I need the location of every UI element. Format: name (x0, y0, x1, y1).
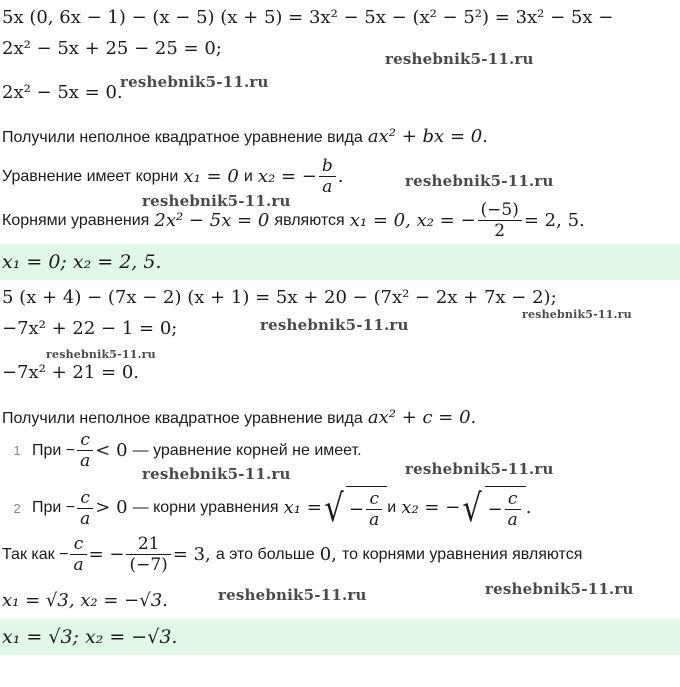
frac-numerator: b (321, 156, 333, 176)
item2-x1: x₁ = (283, 497, 322, 518)
roots-of-prefix: Корнями уравнения (2, 211, 150, 229)
radical-sign: √ (462, 486, 483, 530)
item1-relation: < 0 (95, 439, 128, 461)
frac-denominator: 2 (478, 220, 522, 241)
frac-denominator: a (77, 508, 93, 529)
zero-value: 0, (319, 543, 337, 565)
eq1-line3: 2x² − 5x = 0. (2, 82, 123, 103)
frac-denominator: a (319, 176, 336, 197)
fraction-b-over-a (319, 156, 336, 197)
fraction-c-over-a (366, 489, 382, 530)
watermark: reshebnik5-11.ru (485, 580, 634, 598)
period: . (525, 497, 532, 518)
roots-of-eq-line (2, 200, 585, 241)
watermark: reshebnik5-11.ru (120, 73, 269, 91)
since-result: = 3, (172, 543, 211, 565)
fraction-c-over-a (77, 430, 93, 471)
list-number: 1 (13, 443, 21, 458)
roots-prefix: Уравнение имеет корни (2, 167, 179, 185)
answer-2: x₁ = √3; x₂ = −√3. (2, 626, 178, 648)
sqrt-minus-c-over-a (460, 486, 525, 530)
frac-denominator: (−7) (126, 554, 170, 575)
watermark: reshebnik5-11.ru (260, 316, 409, 334)
radicand (485, 486, 526, 530)
frac-numerator: c (369, 489, 379, 509)
frac-numerator: 21 (137, 534, 160, 554)
eq1-line1: 5x (0, 6x − 1) − (x − 5) (x + 5) = 3x² − 5x − (x² − 5²) = 3x² − 5x − (2, 7, 614, 28)
roots-line (2, 156, 344, 197)
item2-x2: x₂ = − (401, 497, 461, 518)
frac-numerator: c (80, 430, 90, 450)
watermark: reshebnik5-11.ru (405, 172, 554, 190)
and-word: и (387, 499, 397, 516)
radical-sign: √ (324, 486, 344, 530)
root-x1: x₁ = 0 (183, 165, 239, 187)
fraction-c-over-a (505, 489, 521, 530)
item2-prefix: При − (32, 499, 76, 516)
item1-text: — уравнение корней не имеет. (132, 441, 362, 459)
since-end: то корнями уравнения являются (342, 545, 583, 563)
and-word: и (243, 167, 253, 185)
eq2-line1: 5 (x + 4) − (7x − 2) (x + 1) = 5x + 20 − (7x² − 2x + 7x − 2); (2, 287, 557, 308)
watermark: reshebnik5-11.ru (46, 348, 156, 361)
watermark: reshebnik5-11.ru (385, 50, 534, 68)
minus-sign: − (487, 498, 503, 520)
since-line (2, 534, 582, 575)
frac-numerator: c (73, 534, 84, 554)
frac-denominator: a (366, 509, 382, 530)
radicand (346, 486, 387, 530)
answer-1: x₁ = 0; x₂ = 2, 5. (2, 251, 162, 273)
roots-of-equation: 2x² − 5x = 0 (154, 209, 270, 231)
since-prefix: Так как − (2, 545, 69, 563)
roots-of-end: = 2, 5. (523, 209, 585, 231)
watermark: reshebnik5-11.ru (405, 460, 554, 478)
fraction-c-over-a (77, 488, 93, 529)
item1-prefix: При − (32, 441, 76, 459)
fraction-21-over-minus7 (126, 534, 170, 575)
incomplete-eq-prefix: Получили неполное квадратное уравнение вида (2, 129, 363, 146)
sqrt-minus-c-over-a (322, 486, 387, 530)
roots-line-2: x₁ = √3, x₂ = −√3. (2, 590, 168, 611)
roots-of-values: x₁ = 0, x₂ = − (349, 209, 476, 231)
frac-numerator: (−5) (480, 200, 519, 220)
incomplete-eq-formula: ax² + c = 0. (367, 407, 477, 428)
period: . (337, 165, 344, 187)
eq1-line2: 2x² − 5x + 25 − 25 = 0; (2, 38, 222, 59)
watermark: reshebnik5-11.ru (142, 465, 291, 483)
watermark: reshebnik5-11.ru (522, 308, 632, 321)
incomplete-eq-line-1 (2, 126, 488, 148)
watermark: reshebnik5-11.ru (142, 192, 291, 210)
eq2-line3: −7x² + 21 = 0. (2, 362, 140, 383)
frac-denominator: a (505, 509, 521, 530)
incomplete-eq-prefix: Получили неполное квадратное уравнение вида (2, 410, 363, 427)
minus-sign: − (349, 498, 365, 520)
frac-numerator: c (507, 489, 518, 509)
item2-relation: > 0 (95, 497, 128, 518)
incomplete-eq-formula: ax² + bx = 0. (367, 126, 488, 147)
eq2-line2: −7x² + 22 − 1 = 0; (2, 318, 178, 339)
since-text: а это больше (215, 545, 315, 563)
frac-numerator: c (80, 487, 90, 508)
frac-denominator: a (70, 554, 86, 575)
since-eq: = − (88, 543, 125, 565)
fraction-c-over-a (70, 534, 86, 575)
incomplete-eq-line-2 (2, 407, 476, 429)
watermark: reshebnik5-11.ru (218, 586, 367, 604)
frac-denominator: a (77, 450, 93, 471)
list-item-2 (2, 486, 531, 530)
fraction-5-over-2 (478, 200, 522, 241)
are-word: являются (274, 211, 345, 229)
list-number: 2 (13, 500, 21, 516)
root-x2-start: x₂ = − (257, 165, 317, 187)
item2-text: — корни уравнения (132, 499, 279, 516)
